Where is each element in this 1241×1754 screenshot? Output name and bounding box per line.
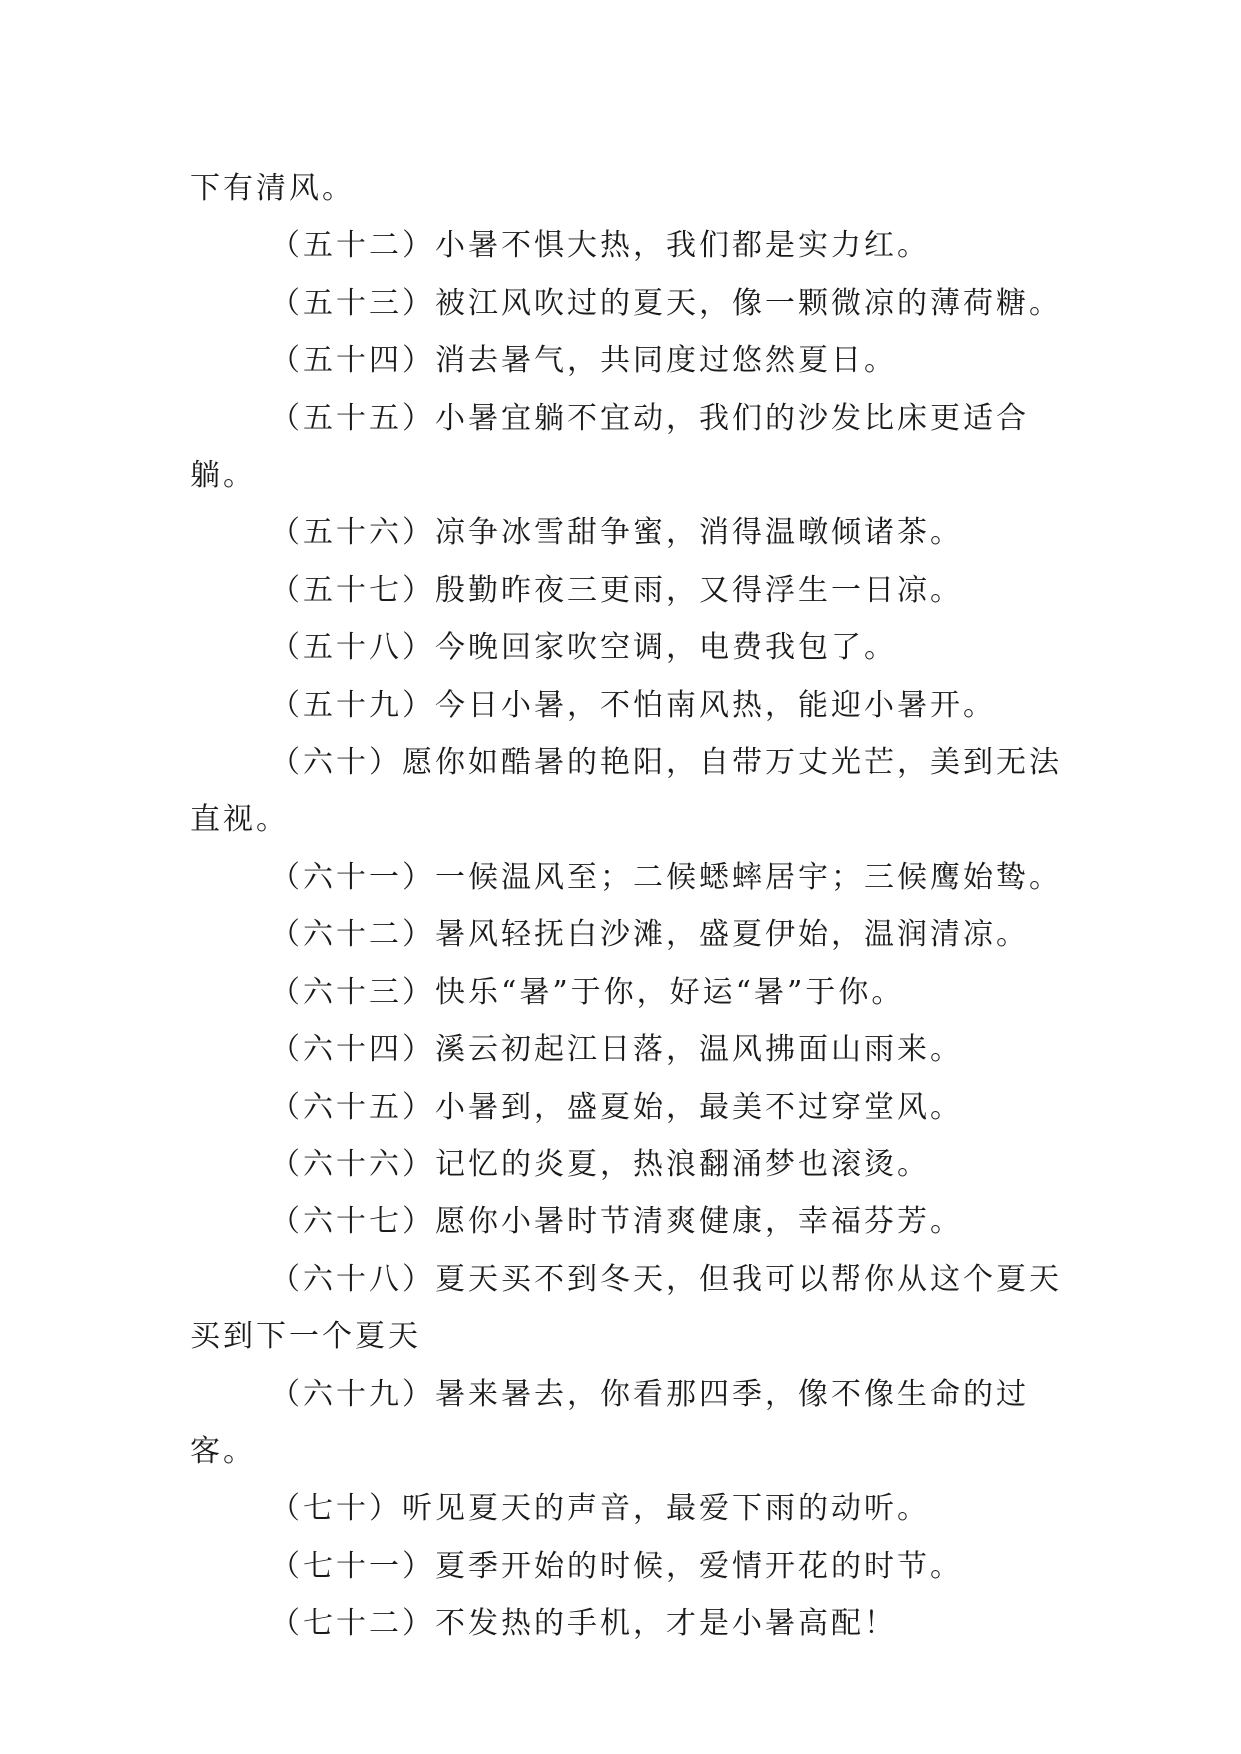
paragraph: （五十七）殷勤昨夜三更雨，又得浮生一日凉。 — [270, 572, 963, 608]
paragraph: （六十四）溪云初起江日落，温风拂面山雨来。 — [270, 1032, 963, 1068]
paragraph: （六十七）愿你小暑时节清爽健康，幸福芬芳。 — [270, 1204, 963, 1240]
paragraph: （七十）听见夏天的声音，最爱下雨的动听。 — [270, 1491, 930, 1527]
paragraph: （六十九）暑来暑去，你看那四季，像不像生命的过客。 — [190, 1376, 1029, 1469]
paragraph: （六十）愿你如酷暑的艳阳，自带万丈光芒，美到无法直视。 — [190, 745, 1062, 838]
paragraph: （五十九）今日小暑，不怕南风热，能迎小暑开。 — [270, 687, 996, 723]
paragraph: （五十八）今晚回家吹空调，电费我包了。 — [270, 630, 897, 666]
paragraph: （五十四）消去暑气，共同度过悠然夏日。 — [270, 343, 897, 379]
paragraph: （五十六）凉争冰雪甜争蜜，消得温暾倾诸茶。 — [270, 515, 963, 551]
paragraph: （六十二）暑风轻抚白沙滩，盛夏伊始，温润清凉。 — [270, 917, 1029, 953]
paragraph: （五十三）被江风吹过的夏天，像一颗微凉的薄荷糖。 — [270, 285, 1062, 321]
paragraph: （六十六）记忆的炎夏，热浪翻涌梦也滚烫。 — [270, 1146, 930, 1182]
paragraph: （七十一）夏季开始的时候，爱情开花的时节。 — [270, 1548, 963, 1584]
paragraph: （七十二）不发热的手机，才是小暑高配！ — [270, 1606, 897, 1642]
paragraph: （五十五）小暑宜躺不宜动，我们的沙发比床更适合躺。 — [190, 400, 1029, 494]
document-body — [190, 160, 1070, 1653]
paragraph: （六十八）夏天买不到冬天，但我可以帮你从这个夏天买到下一个夏天 — [190, 1261, 1062, 1355]
paragraph: （六十三）快乐“暑”于你，好运“暑”于你。 — [270, 974, 905, 1010]
paragraph: （六十五）小暑到，盛夏始，最美不过穿堂风。 — [270, 1089, 963, 1125]
paragraph: 下有清风。 — [190, 171, 355, 206]
paragraph: （六十一）一候温风至；二候蟋蟀居宇；三候鹰始鸷。 — [270, 859, 1062, 895]
paragraph: （五十二）小暑不惧大热，我们都是实力红。 — [270, 228, 930, 264]
